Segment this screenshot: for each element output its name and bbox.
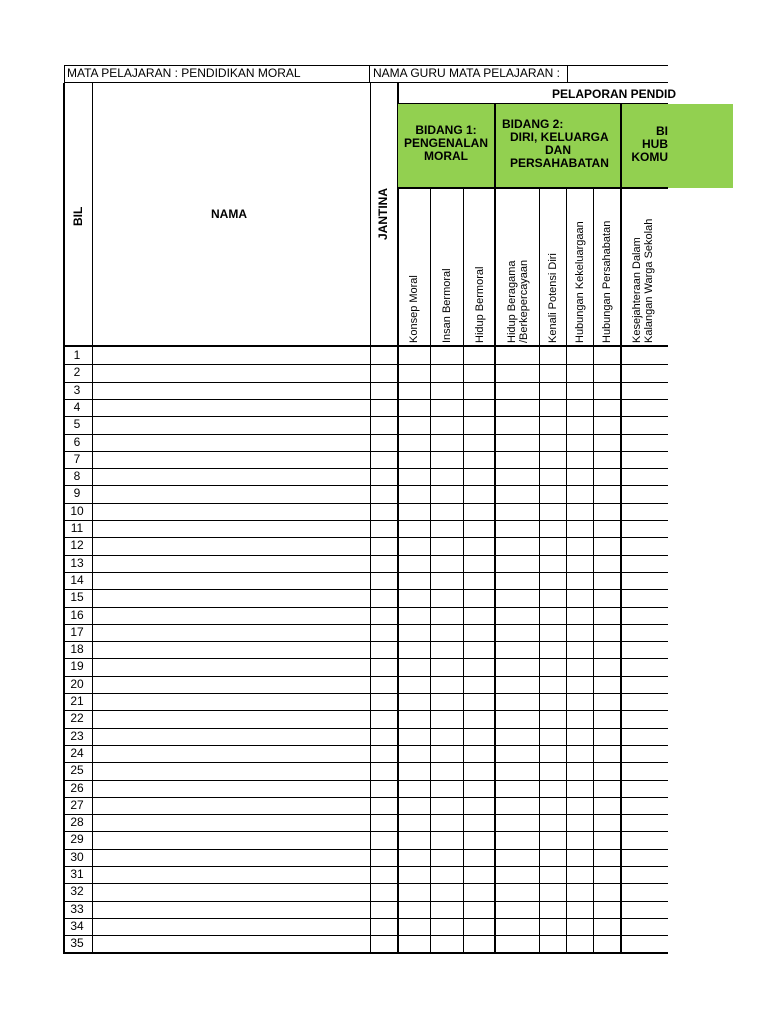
row-number: 3 — [73, 382, 81, 397]
table-row[interactable] — [63, 485, 668, 502]
table-row[interactable] — [63, 399, 668, 416]
group-3-title: BI HUB KOMU — [631, 125, 668, 164]
teacher-name-field[interactable] — [567, 65, 668, 83]
table-row[interactable] — [63, 468, 668, 485]
table-row[interactable] — [63, 382, 668, 399]
subcolumn-hidup-bermoral: Hidup Bermoral — [474, 266, 486, 343]
row-number: 20 — [70, 676, 84, 691]
row-number: 24 — [70, 745, 84, 760]
table-row[interactable] — [63, 901, 668, 918]
row-number: 22 — [70, 711, 84, 726]
table-row[interactable] — [63, 416, 668, 433]
table-row[interactable] — [63, 814, 668, 831]
row-number: 9 — [73, 486, 81, 501]
row-number: 27 — [70, 797, 84, 812]
jantina-header: JANTINA — [376, 187, 390, 240]
row-number: 32 — [70, 884, 84, 899]
subcolumn-hubungan-kekeluargaan: Hubungan Kekeluargaan — [574, 221, 586, 343]
row-number: 26 — [70, 780, 84, 795]
row-number: 8 — [73, 469, 81, 484]
table-row[interactable] — [63, 831, 668, 848]
table-row[interactable] — [63, 728, 668, 745]
table-row[interactable] — [63, 537, 668, 554]
table-row[interactable] — [63, 676, 668, 693]
row-number: 30 — [70, 849, 84, 864]
table-row[interactable] — [63, 347, 668, 364]
table-row[interactable] — [63, 797, 668, 814]
row-number: 23 — [70, 728, 84, 743]
row-number: 11 — [70, 521, 84, 535]
row-number: 14 — [70, 572, 84, 587]
row-number: 4 — [73, 399, 81, 414]
row-number: 2 — [73, 365, 81, 380]
table-row[interactable] — [63, 693, 668, 710]
subcolumn-hidup-beragama: Hidup Beragama /Berkepercayaan — [506, 259, 530, 343]
row-number: 28 — [70, 815, 84, 830]
bil-header: BIL — [71, 206, 85, 226]
table-row[interactable] — [63, 607, 668, 624]
table-row[interactable] — [63, 883, 668, 900]
subcolumn-konsep-moral: Konsep Moral — [408, 275, 420, 343]
row-number: 35 — [70, 936, 84, 951]
table-row[interactable] — [63, 572, 668, 589]
table-row[interactable] — [63, 710, 668, 727]
row-number: 16 — [70, 607, 84, 622]
row-number: 31 — [70, 867, 84, 881]
row-number: 13 — [70, 555, 84, 570]
row-number: 10 — [70, 503, 84, 518]
row-number: 34 — [70, 918, 84, 933]
subcolumn-hubungan-persahabatan: Hubungan Persahabatan — [601, 220, 613, 343]
subject-label: MATA PELAJARAN : PENDIDIKAN MORAL — [67, 66, 301, 80]
table-row[interactable] — [63, 451, 668, 468]
table-row[interactable] — [63, 935, 668, 952]
row-number: 1 — [73, 348, 81, 362]
table-row[interactable] — [63, 364, 668, 381]
table-row[interactable] — [63, 762, 668, 779]
row-number: 12 — [70, 538, 84, 553]
row-number: 7 — [73, 451, 81, 466]
row-number: 19 — [70, 659, 84, 674]
row-number: 18 — [70, 642, 84, 657]
report-title: PELAPORAN PENDID — [552, 87, 677, 101]
row-number: 21 — [70, 694, 84, 708]
row-number: 25 — [70, 763, 84, 778]
table-row[interactable] — [63, 849, 668, 866]
row-number: 6 — [73, 434, 81, 449]
table-row[interactable] — [63, 555, 668, 572]
table-row[interactable] — [63, 624, 668, 641]
table-row[interactable] — [63, 918, 668, 935]
row-number: 33 — [70, 901, 84, 916]
table-row[interactable] — [63, 745, 668, 762]
table-row[interactable] — [63, 589, 668, 606]
table-row[interactable] — [63, 641, 668, 658]
group-1-title: BIDANG 1: PENGENALAN MORAL — [403, 123, 488, 163]
table-row[interactable] — [63, 866, 668, 883]
table-row[interactable] — [63, 520, 668, 537]
row-number: 17 — [70, 624, 84, 639]
teacher-label: NAMA GURU MATA PELAJARAN : — [373, 66, 560, 80]
row-number: 15 — [70, 590, 84, 605]
subcolumn-kenali-potensi-diri: Kenali Potensi Diri — [547, 253, 559, 343]
row-number: 29 — [70, 832, 84, 847]
table-row[interactable] — [63, 503, 668, 520]
group-2-title: BIDANG 2: DIRI, KELUARGA DAN PERSAHABATAN — [502, 117, 609, 170]
subcolumn-kesejahteraan: Kesejahteraan Dalam Kalangan Warga Sekolah — [631, 218, 655, 343]
row-number: 5 — [73, 417, 81, 432]
table-row[interactable] — [63, 658, 668, 675]
subcolumn-insan-bermoral: Insan Bermoral — [441, 268, 453, 343]
table-row[interactable] — [63, 434, 668, 451]
table-row[interactable] — [63, 780, 668, 797]
nama-header: NAMA — [211, 207, 247, 221]
